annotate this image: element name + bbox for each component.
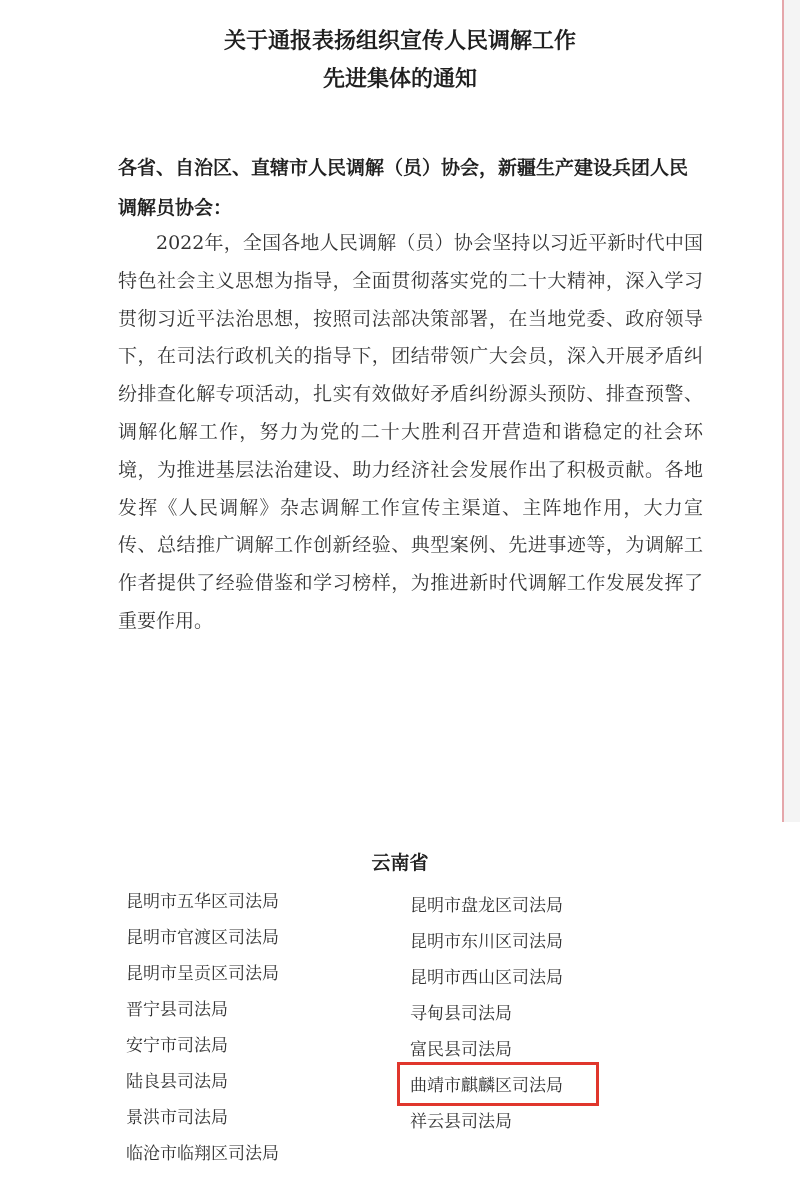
unit-list-left [126,884,279,1172]
list-item-highlighted: 曲靖市麒麟区司法局 [410,1076,563,1096]
list-item: 富民县司法局 [410,1040,512,1060]
list-item: 昆明市东川区司法局 [410,932,563,952]
notice-title-line-1: 关于通报表扬组织宣传人民调解工作 [223,29,576,54]
list-item: 昆明市官渡区司法局 [126,928,279,948]
list-item: 祥云县司法局 [410,1112,512,1132]
list-item: 景洪市司法局 [126,1108,228,1128]
highlight-box [397,1062,599,1106]
list-item: 安宁市司法局 [126,1036,228,1056]
list-item: 昆明市盘龙区司法局 [410,896,563,916]
list-item: 临沧市临翔区司法局 [126,1144,279,1164]
page-margin-strip [784,0,800,822]
list-item: 昆明市呈贡区司法局 [126,964,279,984]
list-item: 昆明市五华区司法局 [126,892,279,912]
list-item: 陆良县司法局 [126,1072,228,1092]
notice-title-line-2: 先进集体的通知 [322,67,477,92]
list-item: 晋宁县司法局 [126,1000,228,1020]
notice-body-paragraph: 2022年，全国各地人民调解（员）协会坚持以习近平新时代中国特色社会主义思想为指导，全面贯彻落实党的二十大精神，深入学习贯彻习近平法治思想，按照司法部决策部署，在当地党委、政府领导下，在司法行政机关的指导下，团结带领广大会员，深入开展矛盾纠纷排查化解专项活动，扎实有效做好矛盾纠纷源头预防、排查预警、调解化解工作，努力为党的二十大胜利召开营造和谐稳定的社会环境，为推进基层法治建设、助力经济社会发展作出了积极贡献。各地发挥《人民调解》杂志调解工作宣传主渠道、主阵地作用，大力宣传、总结推广调解工作创新经验、典型案例、先进事迹等，为调解工作者提供了经验借鉴和学习榜样，为推进新时代调解工作发展发挥了重要作用。 [118,232,703,632]
list-item: 寻甸县司法局 [410,1004,512,1024]
province-heading: 云南省 [371,852,429,874]
list-item: 昆明市西山区司法局 [410,968,563,988]
notice-addressee: 各省、自治区、直辖市人民调解（员）协会，新疆生产建设兵团人民调解员协会： [118,157,689,219]
